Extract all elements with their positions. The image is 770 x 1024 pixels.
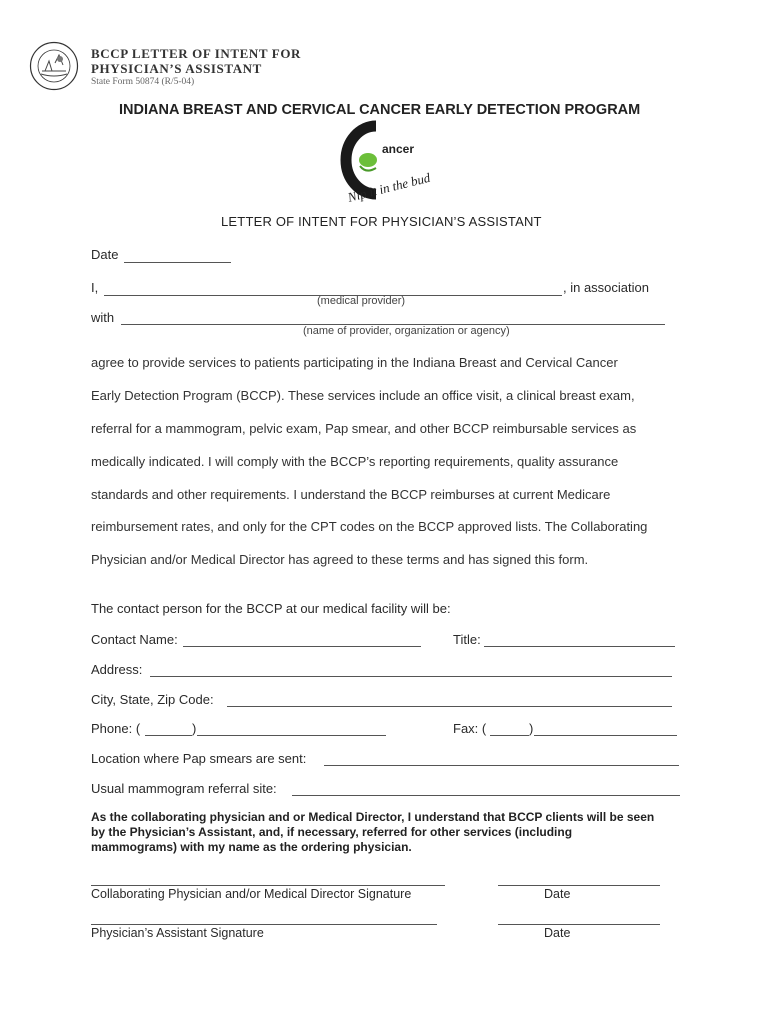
physician-date-label: Date [544, 887, 571, 901]
pa-signature-label: Physician’s Assistant Signature [91, 926, 264, 940]
city-state-zip-label: City, State, Zip Code: [91, 692, 214, 707]
pap-smear-location-label: Location where Pap smears are sent: [91, 751, 307, 766]
body-line: agree to provide services to patients participating in the Indiana Breast and Cervical Cancer [91, 355, 618, 370]
form-title-line-2: PHYSICIAN’S ASSISTANT [91, 61, 262, 76]
pa-date-field[interactable] [498, 910, 660, 925]
logo-slogan: Nip it in the bud [346, 169, 432, 205]
form-number: State Form 50874 (R/5-04) [91, 77, 195, 87]
address-field[interactable] [150, 662, 672, 677]
medical-provider-caption: (medical provider) [317, 295, 406, 307]
state-seal [29, 41, 79, 91]
date-label: Date [91, 247, 119, 262]
body-line: Physician and/or Medical Director has agreed to these terms and has signed this form. [91, 552, 589, 567]
body-line: referral for a mammogram, pelvic exam, Pap smear, and other BCCP reimbursable services as [91, 421, 637, 436]
physician-date-field[interactable] [498, 871, 660, 886]
statement-line: As the collaborating physician and or Medical Director, I understand that BCCP clients will be seen [91, 810, 655, 824]
in-association-text: , in association [563, 280, 649, 295]
title-field[interactable] [484, 632, 675, 647]
title-label: Title: [453, 632, 481, 647]
i-label: I, [91, 280, 99, 295]
medical-provider-field[interactable] [104, 281, 562, 296]
body-line: reimbursement rates, and only for the CPT codes on the BCCP approved lists. The Collaborating [91, 519, 648, 534]
fax-close-paren: ) [529, 721, 534, 736]
address-label: Address: [91, 662, 143, 677]
phone-area-code-field[interactable] [145, 721, 192, 736]
fax-area-code-field[interactable] [490, 721, 529, 736]
mammogram-site-label: Usual mammogram referral site: [91, 781, 277, 796]
fax-label: Fax: ( [453, 721, 487, 736]
fax-number-field[interactable] [534, 721, 677, 736]
date-field[interactable] [124, 248, 231, 263]
logo-word: ancer [382, 142, 415, 156]
mammogram-site-field[interactable] [292, 781, 680, 796]
phone-number-field[interactable] [197, 721, 386, 736]
statement-line: mammograms) with my name as the ordering physician. [91, 840, 412, 854]
pap-smear-location-field[interactable] [324, 751, 679, 766]
letter-title: LETTER OF INTENT FOR PHYSICIAN’S ASSISTANT [221, 214, 542, 229]
contact-name-label: Contact Name: [91, 632, 178, 647]
provider-organization-field[interactable] [121, 310, 665, 325]
city-state-zip-field[interactable] [227, 692, 672, 707]
program-title: INDIANA BREAST AND CERVICAL CANCER EARLY DETECTION PROGRAM [119, 102, 641, 118]
physician-signature-field[interactable] [91, 871, 445, 886]
physician-signature-label: Collaborating Physician and/or Medical Director Signature [91, 887, 412, 901]
body-line: medically indicated. I will comply with the BCCP’s reporting requirements, quality assurance [91, 454, 619, 469]
phone-label: Phone: ( [91, 721, 141, 736]
phone-close-paren: ) [192, 721, 197, 736]
body-line: Early Detection Program (BCCP). These services include an office visit, a clinical breast exam, [91, 388, 635, 403]
body-line: standards and other requirements. I understand the BCCP reimburses at current Medicare [91, 487, 611, 502]
with-label: with [91, 310, 115, 325]
contact-name-field[interactable] [183, 632, 421, 647]
provider-caption: (name of provider, organization or agency) [303, 325, 510, 337]
pa-signature-field[interactable] [91, 910, 437, 925]
contact-intro: The contact person for the BCCP at our medical facility will be: [91, 601, 451, 616]
pa-date-label: Date [544, 926, 571, 940]
statement-line: by the Physician’s Assistant, and, if necessary, referred for other services (including [91, 825, 573, 839]
form-title-line-1: BCCP LETTER OF INTENT FOR [91, 46, 302, 61]
